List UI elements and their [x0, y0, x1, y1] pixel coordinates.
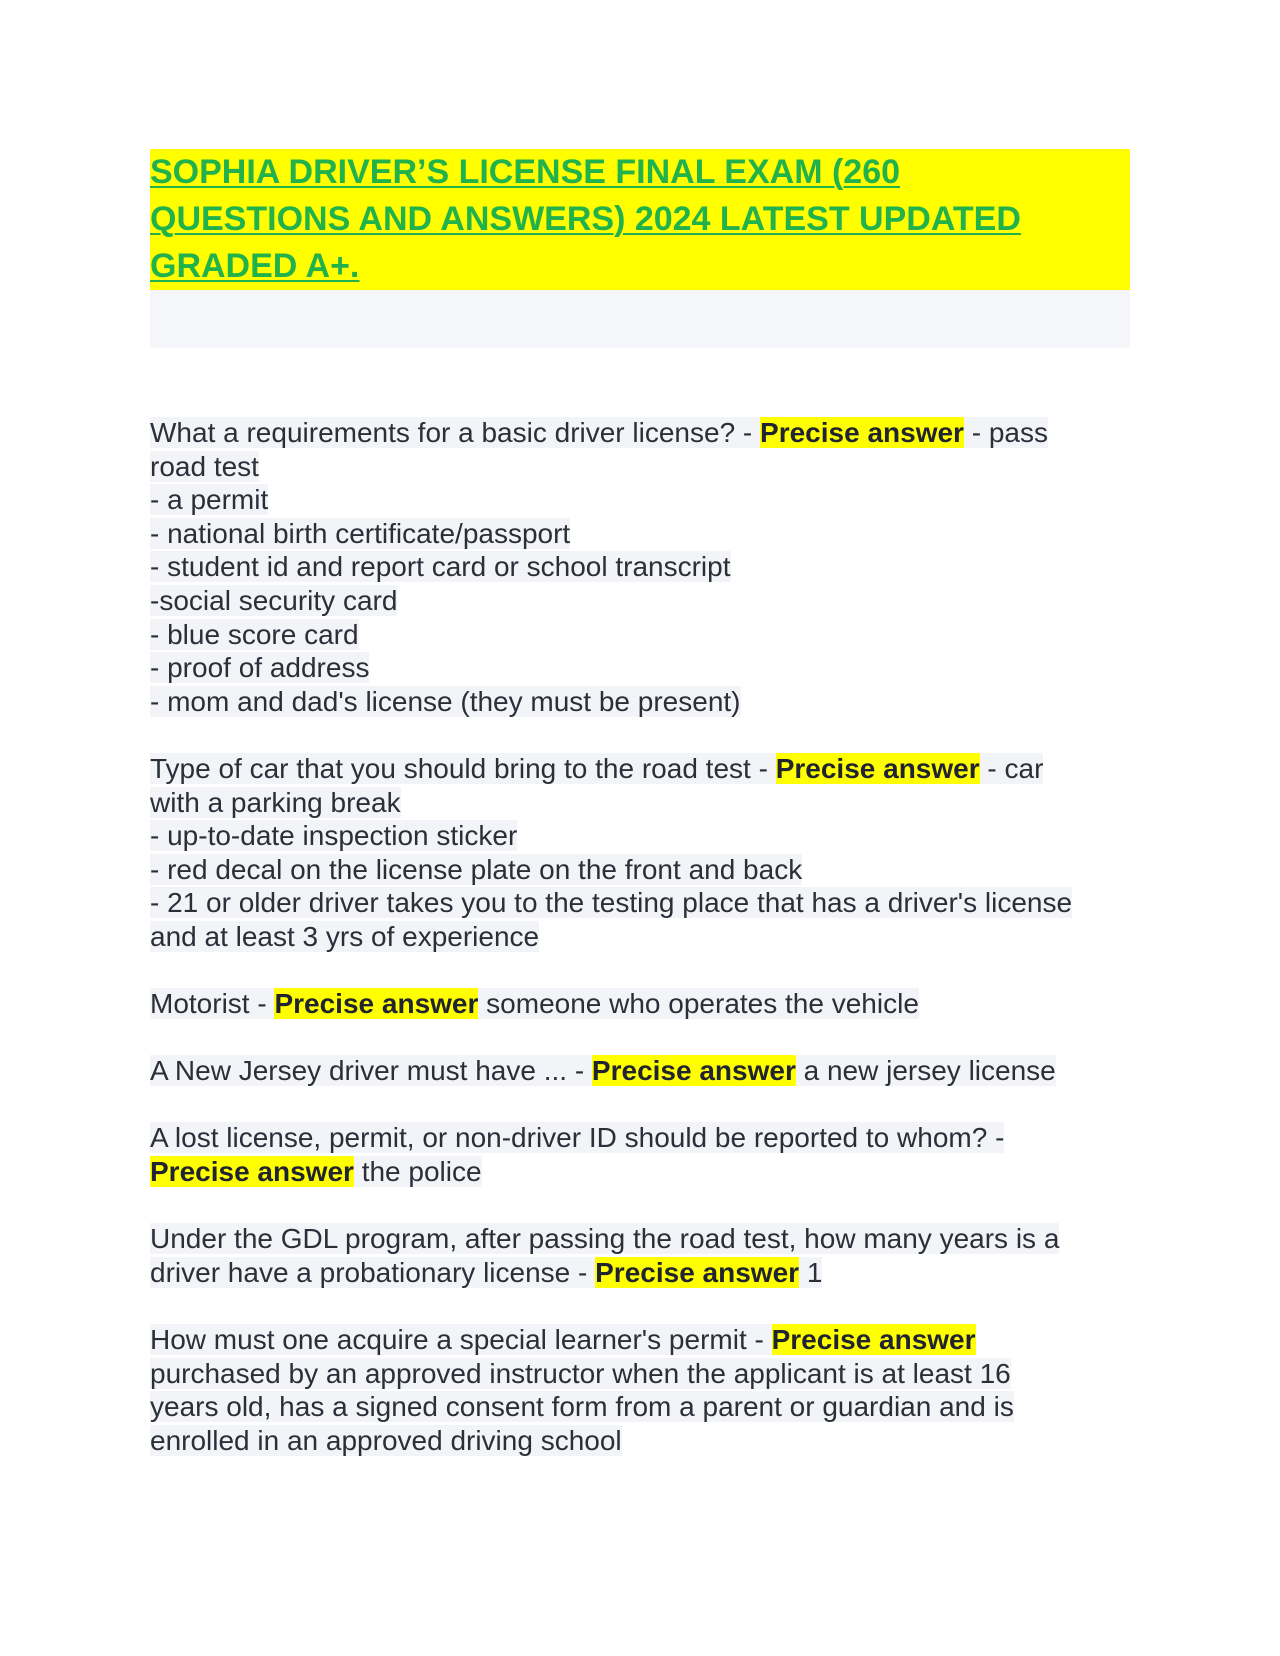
answer-text: purchased by an approved instructor when the applicant is at least 16	[150, 1357, 1011, 1389]
answer-line	[150, 1155, 1130, 1189]
answer-text: - mom and dad's license (they must be present)	[150, 685, 741, 717]
document-title	[150, 149, 1130, 290]
answer-line	[150, 517, 1130, 551]
answer-text: - up-to-date inspection sticker	[150, 820, 518, 852]
answer-label: Precise answer	[595, 1256, 800, 1288]
answer-line	[150, 618, 1130, 652]
answer-text: someone who operates the vehicle	[478, 988, 919, 1020]
title-line-3: GRADED A+.	[150, 247, 360, 285]
answer-line	[150, 853, 1130, 887]
answer-text: - 21 or older driver takes you to the testing place that has a driver's license	[150, 887, 1073, 919]
qa-item	[150, 1054, 1130, 1088]
answer-text: - red decal on the license plate on the front and back	[150, 853, 803, 885]
answer-line	[150, 920, 1130, 954]
answer-text: - student id and report card or school transcript	[150, 551, 731, 583]
answer-text: enrolled in an approved driving school	[150, 1424, 622, 1456]
answer-line	[150, 1357, 1130, 1391]
question-text: driver have a probationary license -	[150, 1256, 596, 1288]
question-line	[150, 1256, 1130, 1290]
qa-item	[150, 1323, 1130, 1457]
answer-line	[150, 550, 1130, 584]
question-text: What a requirements for a basic driver license? -	[150, 417, 761, 448]
answer-text: the police	[353, 1156, 482, 1188]
title-line-1: SOPHIA DRIVER’S LICENSE FINAL EXAM (260	[150, 153, 901, 191]
answer-line	[150, 483, 1130, 517]
question-text: How must one acquire a special learner's permit -	[150, 1324, 772, 1356]
question-line	[150, 1054, 1130, 1088]
title-block	[150, 149, 1130, 348]
answer-label: Precise answer	[760, 417, 964, 448]
question-line	[150, 416, 1130, 450]
answer-line	[150, 584, 1130, 618]
question-line	[150, 752, 1130, 786]
answer-text: and at least 3 yrs of experience	[150, 920, 540, 952]
answer-text: - a permit	[150, 484, 269, 516]
question-text: Type of car that you should bring to the road test -	[150, 752, 776, 784]
answer-text: -social security card	[150, 584, 398, 616]
qa-item	[150, 1222, 1130, 1289]
answer-text: - proof of address	[150, 652, 370, 684]
question-text: Under the GDL program, after passing the road test, how many years is a	[150, 1223, 1060, 1255]
answer-line	[150, 886, 1130, 920]
qa-item	[150, 987, 1130, 1021]
answer-label: Precise answer	[775, 752, 980, 784]
answer-line	[150, 685, 1130, 719]
answer-text: 1	[799, 1256, 823, 1288]
answer-label: Precise answer	[274, 988, 479, 1020]
qa-item	[150, 752, 1130, 954]
answer-line	[150, 1424, 1130, 1458]
title-line-2: QUESTIONS AND ANSWERS) 2024 LATEST UPDATED	[150, 200, 1021, 238]
question-text: A New Jersey driver must have ... -	[150, 1055, 592, 1087]
answer-text: with a parking break	[150, 786, 401, 818]
question-text: Motorist -	[150, 988, 275, 1020]
answer-line	[150, 819, 1130, 853]
answer-label: Precise answer	[771, 1324, 976, 1356]
question-line	[150, 987, 1130, 1021]
answer-text: - car	[979, 752, 1044, 784]
answer-text: - blue score card	[150, 618, 359, 650]
question-line	[150, 1121, 1130, 1155]
question-line	[150, 1323, 1130, 1357]
qa-item	[150, 416, 1130, 718]
question-text: A lost license, permit, or non-driver ID should be reported to whom? -	[150, 1122, 1005, 1154]
qa-list	[150, 416, 1130, 1491]
question-line	[150, 1222, 1130, 1256]
answer-line	[150, 651, 1130, 685]
answer-text: - national birth certificate/passport	[150, 517, 571, 549]
answer-text: - pass	[963, 417, 1048, 448]
answer-label: Precise answer	[150, 1156, 354, 1188]
answer-text: years old, has a signed consent form from a parent or guardian and is	[150, 1391, 1014, 1423]
answer-text: a new jersey license	[795, 1055, 1056, 1087]
answer-line	[150, 786, 1130, 820]
answer-line	[150, 1390, 1130, 1424]
answer-label: Precise answer	[591, 1055, 796, 1087]
qa-item	[150, 1121, 1130, 1188]
answer-text: road test	[150, 450, 259, 482]
answer-line	[150, 450, 1130, 484]
